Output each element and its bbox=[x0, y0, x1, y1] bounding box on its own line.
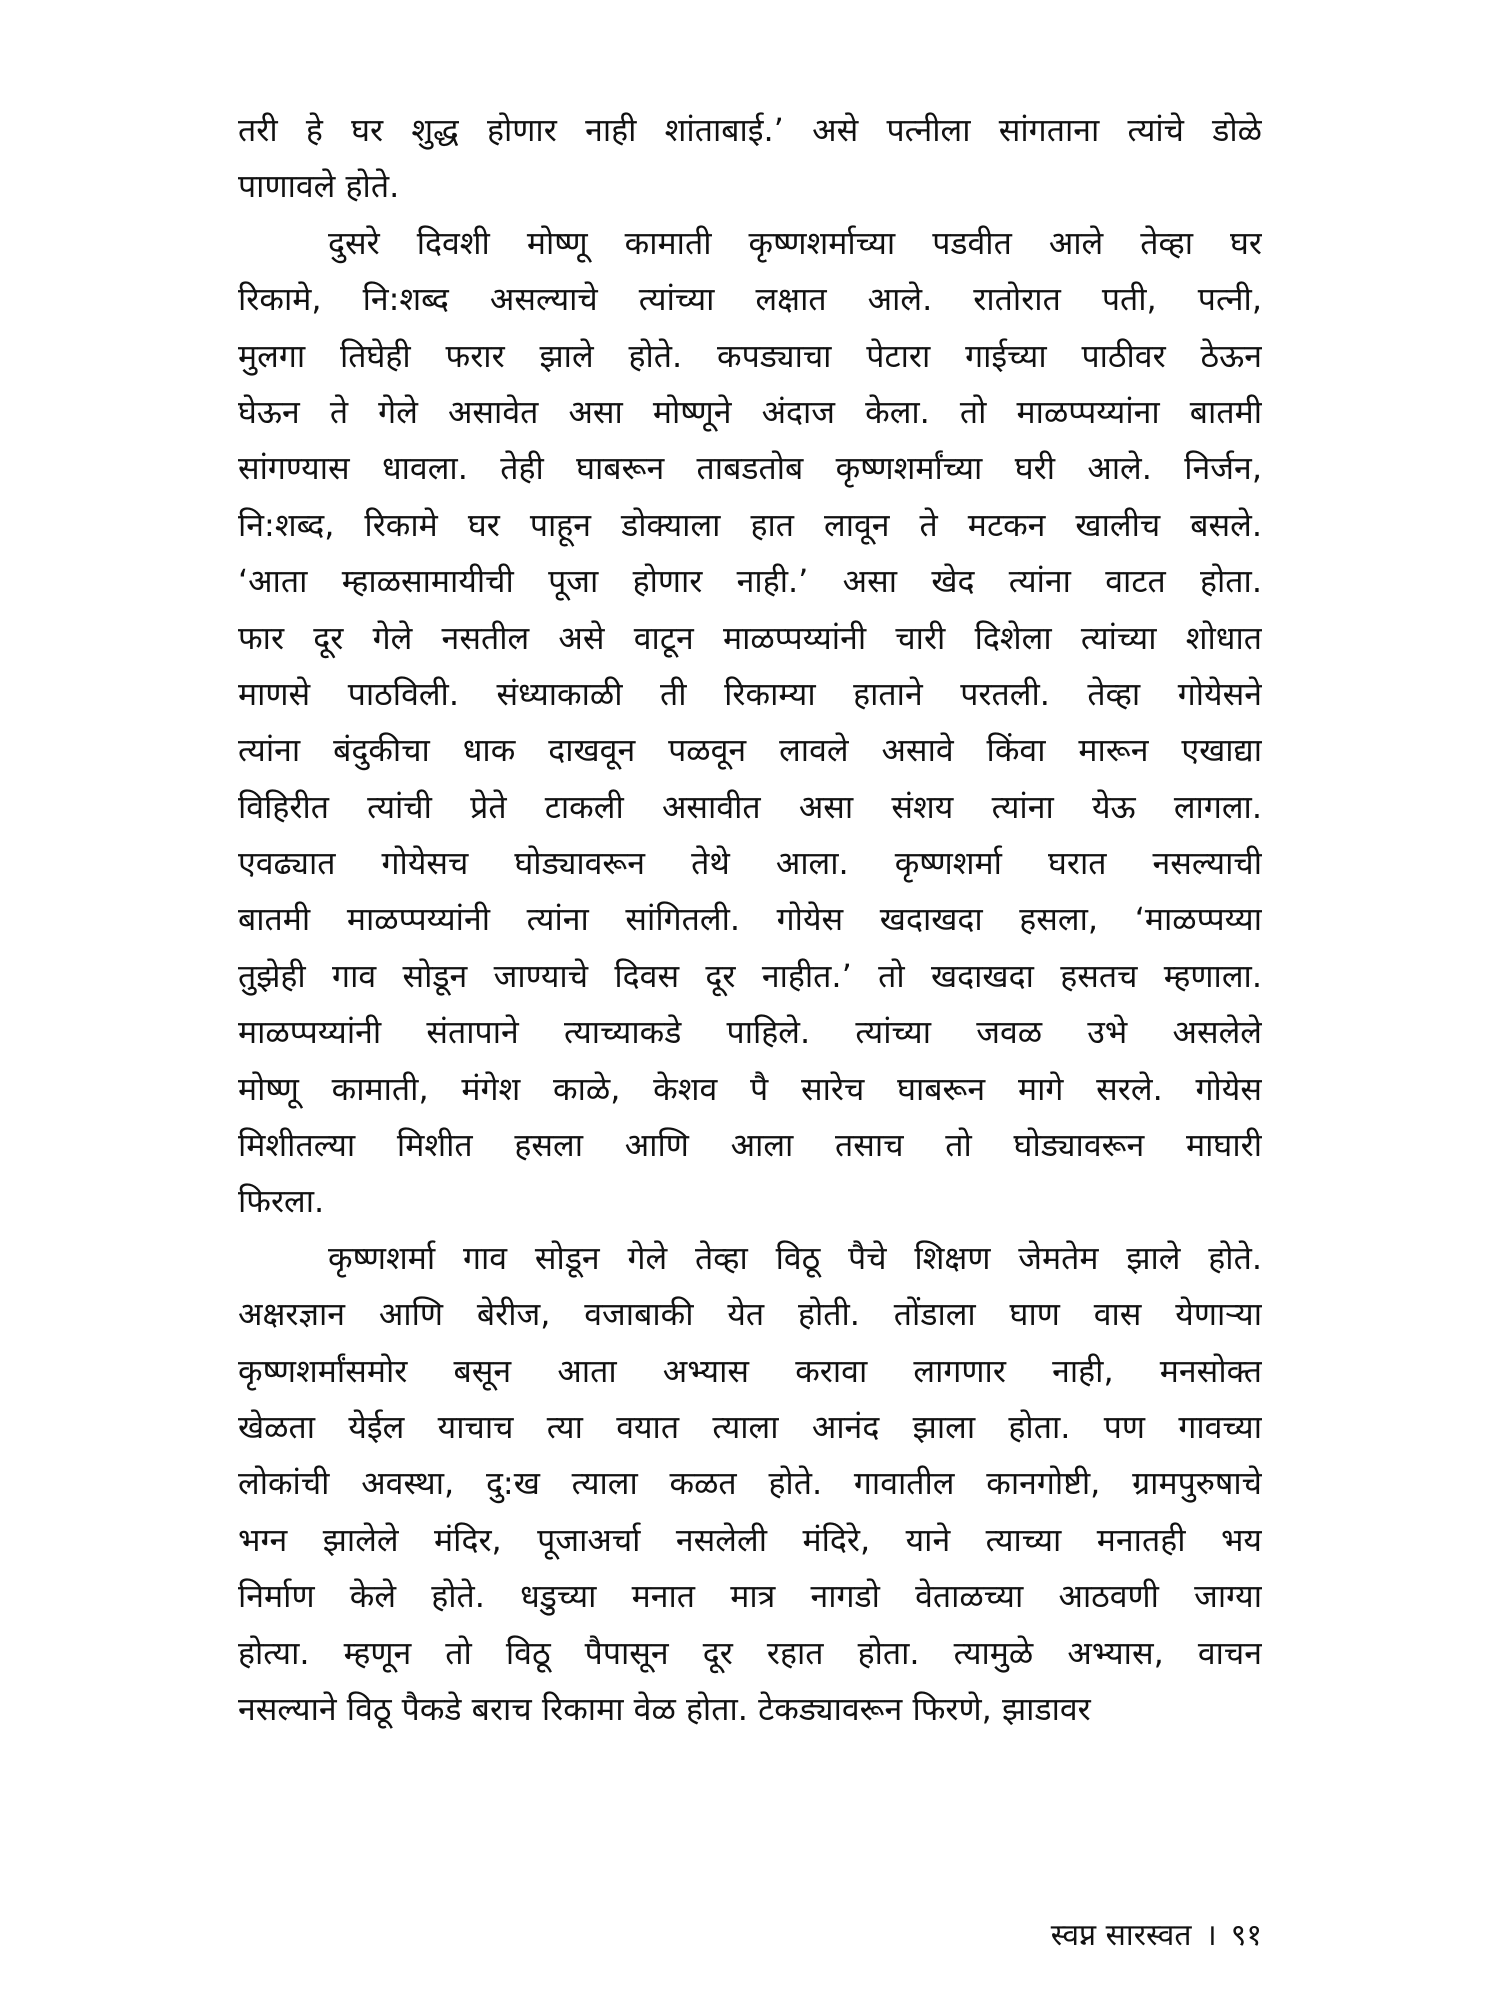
text-line: विहिरीत त्यांची प्रेते टाकली असावीत असा संशय त्यांना येऊ लागला. bbox=[238, 787, 1262, 826]
text-line: दुसरे दिवशी मोष्णू कामाती कृष्णशर्माच्या पडवीत आले तेव्हा घर bbox=[328, 223, 1262, 262]
book-title: स्वप्न सारस्वत bbox=[1050, 1918, 1192, 1953]
text-line: एवढ्यात गोयेसच घोड्यावरून तेथे आला. कृष्णशर्मा घरात नसल्याची bbox=[238, 844, 1262, 883]
text-line: निर्माण केले होते. धडुच्या मनात मात्र नागडो वेताळच्या आठवणी जाग्या bbox=[238, 1577, 1262, 1616]
text-line: पाणावले होते. bbox=[238, 167, 400, 206]
text-line: मोष्णू कामाती, मंगेश काळे, केशव पै सारेच घाबरून मागे सरले. गोयेस bbox=[238, 1069, 1262, 1108]
text-line: फिरला. bbox=[238, 1182, 325, 1221]
text-line: भग्न झालेले मंदिर, पूजाअर्चा नसलेली मंदिरे, याने त्याच्या मनातही भय bbox=[238, 1520, 1262, 1559]
text-line: त्यांना बंदुकीचा धाक दाखवून पळवून लावले असावे किंवा मारून एखाद्या bbox=[238, 731, 1262, 770]
text-line: तुझेही गाव सोडून जाण्याचे दिवस दूर नाहीत.’ तो खदाखदा हसतच म्हणाला. bbox=[238, 956, 1262, 995]
paragraph bbox=[238, 215, 1262, 1230]
text-line: ‘आता म्हाळसामायीची पूजा होणार नाही.’ असा खेद त्यांना वाटत होता. bbox=[238, 562, 1262, 601]
text-line: फार दूर गेले नसतील असे वाटून माळप्पय्यांनी चारी दिशेला त्यांच्या शोधात bbox=[238, 618, 1262, 657]
text-line: माळप्पय्यांनी संतापाने त्याच्याकडे पाहिले. त्यांच्या जवळ उभे असलेले bbox=[238, 1013, 1262, 1052]
page-number: ९१ bbox=[1230, 1918, 1262, 1953]
text-line: नसल्याने विठू पैकडे बराच रिकामा वेळ होता. टेकड्यावरून फिरणे, झाडावर bbox=[238, 1689, 1091, 1728]
text-line: अक्षरज्ञान आणि बेरीज, वजाबाकी येत होती. तोंडाला घाण वास येणाऱ्या bbox=[238, 1295, 1262, 1334]
text-line: सांगण्यास धावला. तेही घाबरून ताबडतोब कृष्णशर्मांच्या घरी आले. निर्जन, bbox=[238, 449, 1262, 488]
text-line: कृष्णशर्मांसमोर बसून आता अभ्यास करावा लागणार नाही, मनसोक्त bbox=[238, 1351, 1262, 1390]
text-line: घेऊन ते गेले असावेत असा मोष्णूने अंदाज केला. तो माळप्पय्यांना बातमी bbox=[238, 392, 1262, 431]
text-line: नि:शब्द, रिकामे घर पाहून डोक्याला हात लावून ते मटकन खालीच बसले. bbox=[238, 505, 1262, 544]
paragraph bbox=[238, 102, 1262, 215]
paragraph bbox=[238, 1230, 1262, 1738]
text-line: कृष्णशर्मा गाव सोडून गेले तेव्हा विठू पैचे शिक्षण जेमतेम झाले होते. bbox=[328, 1238, 1262, 1277]
text-line: बातमी माळप्पय्यांनी त्यांना सांगितली. गोयेस खदाखदा हसला, ‘माळप्पय्या bbox=[238, 900, 1262, 939]
text-line: माणसे पाठविली. संध्याकाळी ती रिकाम्या हाताने परतली. तेव्हा गोयेसने bbox=[238, 674, 1262, 713]
footer-separator: । bbox=[1205, 1918, 1217, 1953]
page-footer bbox=[1051, 1916, 1262, 1956]
text-line: लोकांची अवस्था, दु:ख त्याला कळत होते. गावातील कानगोष्टी, ग्रामपुरुषाचे bbox=[238, 1464, 1262, 1503]
text-line: होत्या. म्हणून तो विठू पैपासून दूर रहात होता. त्यामुळे अभ्यास, वाचन bbox=[238, 1633, 1262, 1672]
body-text bbox=[238, 102, 1262, 1737]
text-line: मिशीतल्या मिशीत हसला आणि आला तसाच तो घोड्यावरून माघारी bbox=[238, 1126, 1262, 1165]
text-line: मुलगा तिघेही फरार झाले होते. कपड्याचा पेटारा गाईच्या पाठीवर ठेऊन bbox=[238, 336, 1262, 375]
text-line: खेळता येईल याचाच त्या वयात त्याला आनंद झाला होता. पण गावच्या bbox=[238, 1407, 1262, 1446]
text-line: तरी हे घर शुद्ध होणार नाही शांताबाई.’ असे पत्नीला सांगताना त्यांचे डोळे bbox=[238, 111, 1262, 149]
text-line: रिकामे, नि:शब्द असल्याचे त्यांच्या लक्षात आले. रातोरात पती, पत्नी, bbox=[238, 280, 1262, 319]
